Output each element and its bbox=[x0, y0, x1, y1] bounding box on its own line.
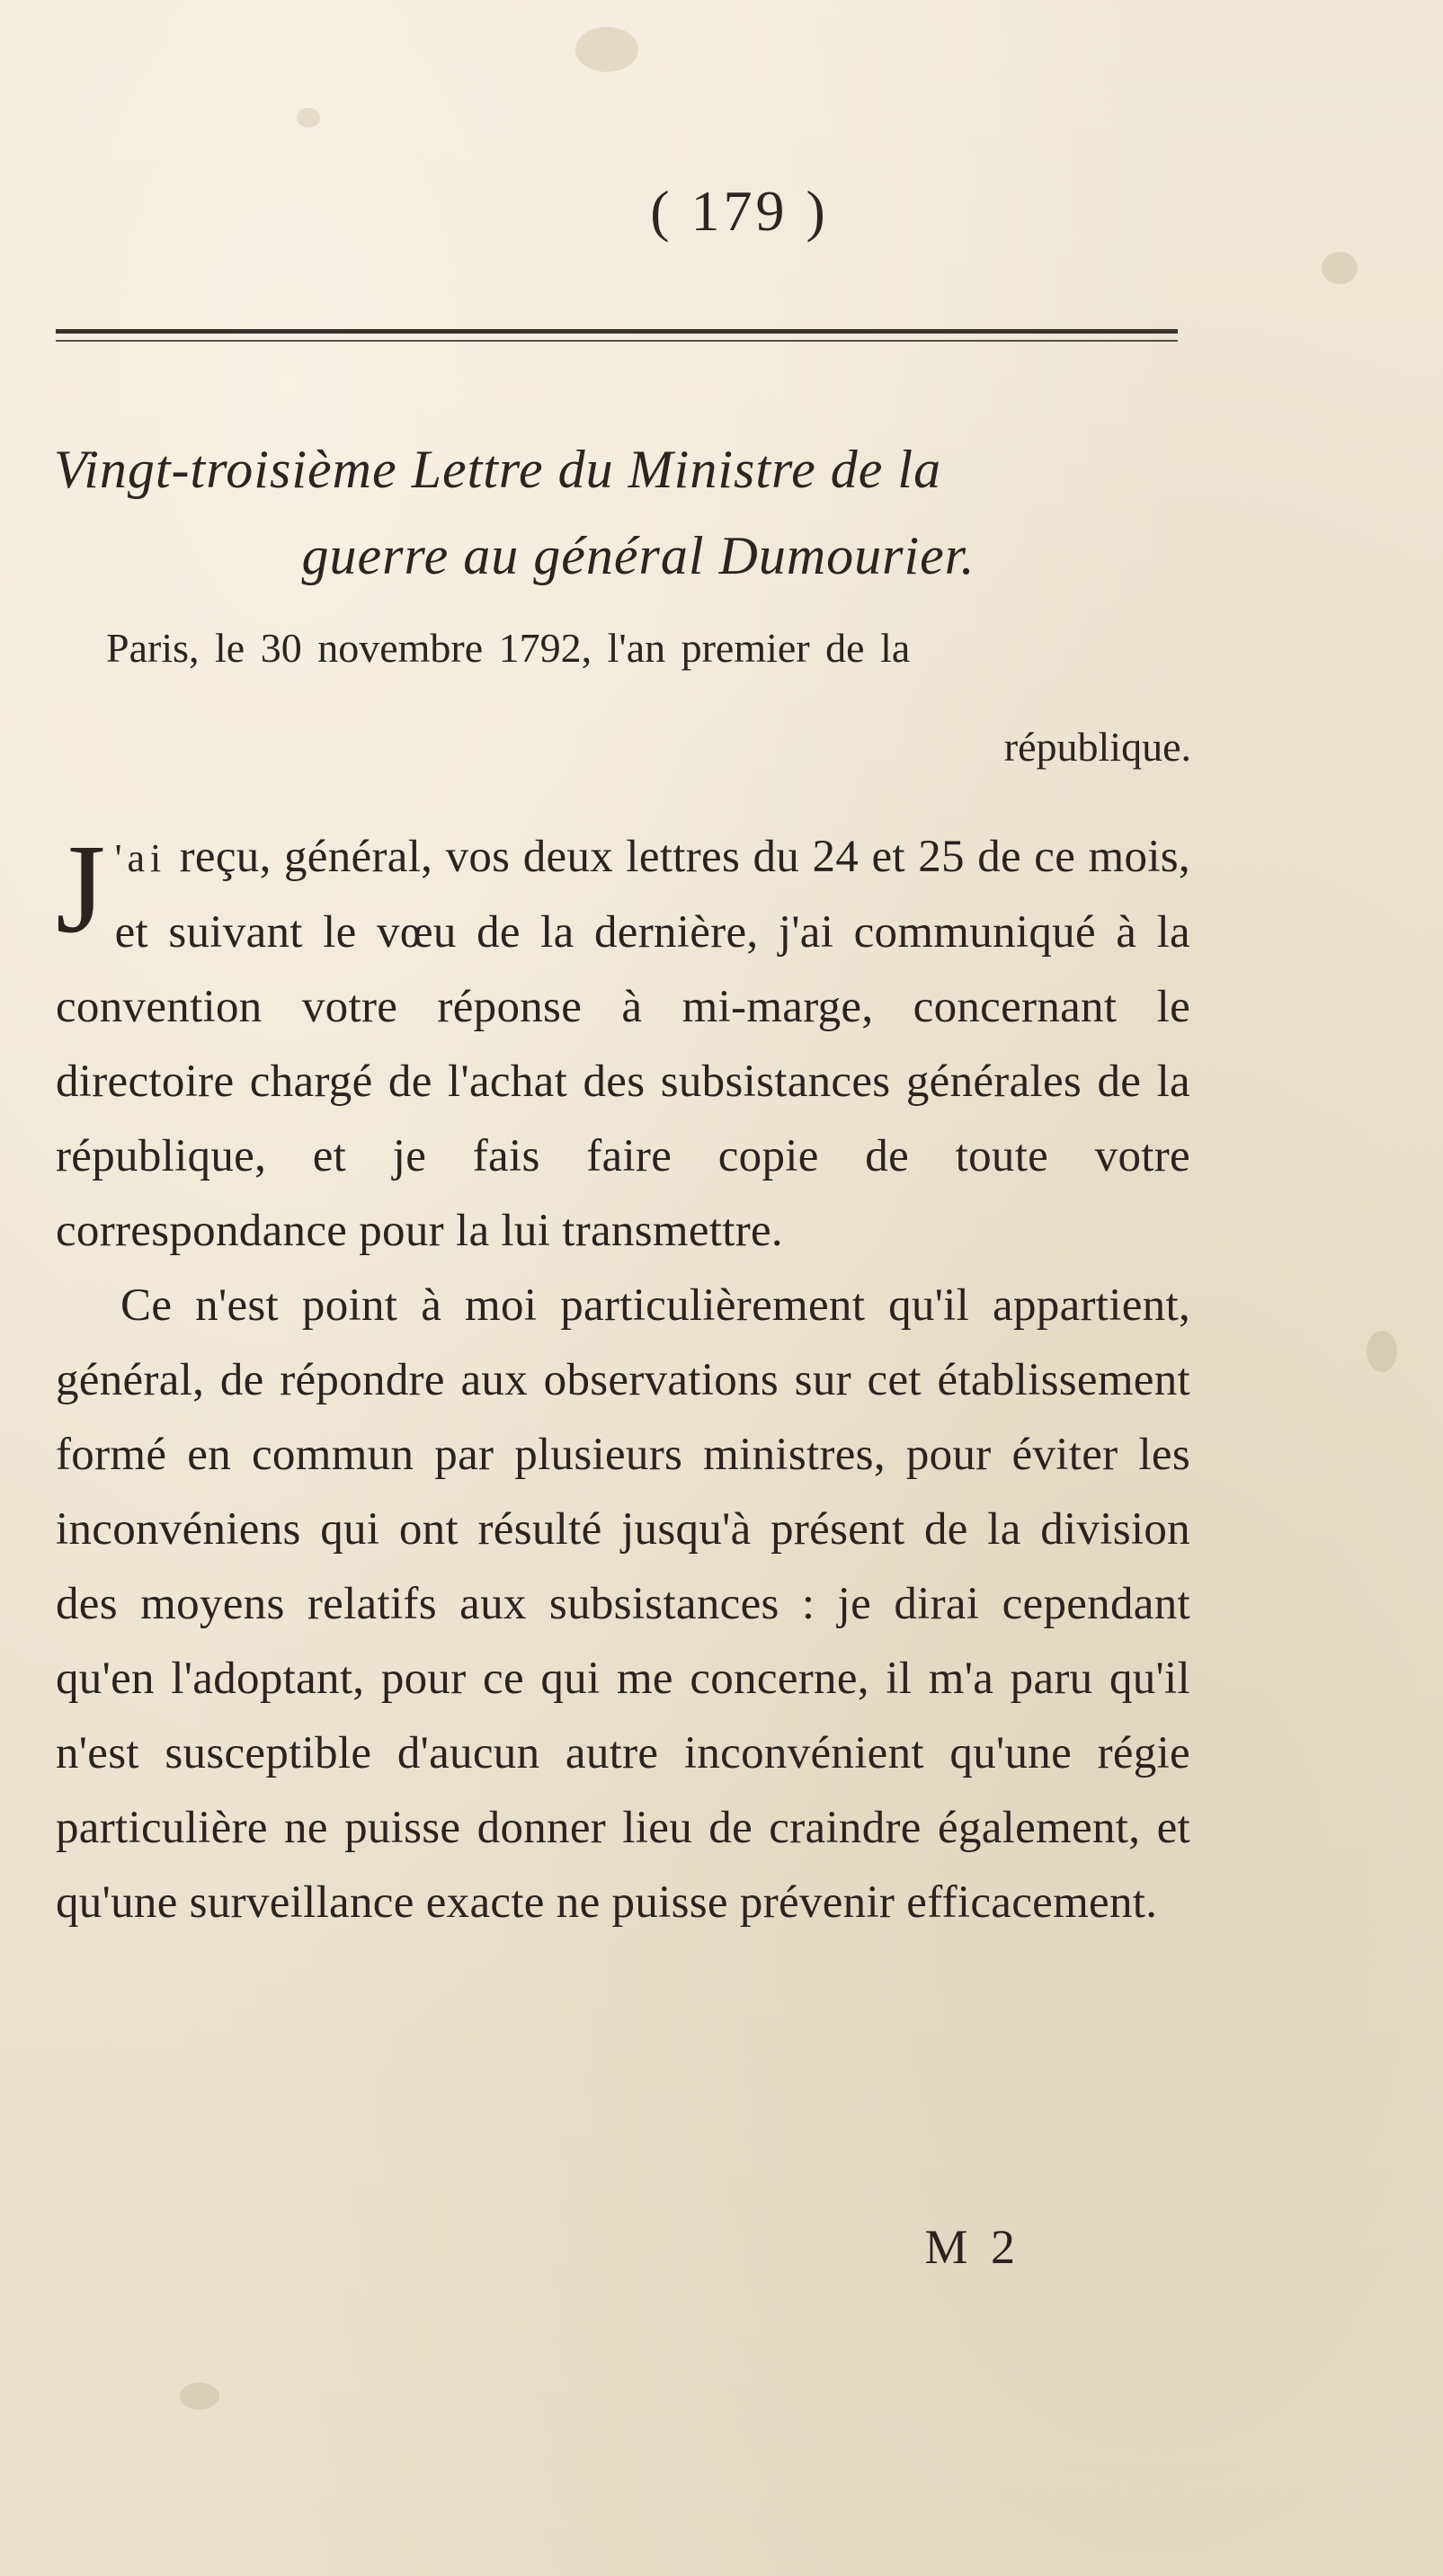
drop-cap: J bbox=[56, 817, 106, 959]
header-rule bbox=[56, 329, 1178, 334]
letter-heading-line1: Vingt-troisième Lettre du Ministre de la bbox=[54, 440, 942, 499]
paragraph-1-text: reçu, général, vos deux lettres du 24 et 25 de ce mois, et suivant le vœu de la dernière, j'ai communiqué à la convention votre réponse à mi-marge, concernant le directoire chargé de l'achat des subsistances générales de la république, et je fais faire copie de toute votre correspondance pour la lui transmettre. bbox=[56, 832, 1190, 1256]
signature-mark: M 2 bbox=[924, 2220, 1020, 2274]
opening-smallcaps: 'ai bbox=[114, 836, 167, 880]
letter-heading-line2: guerre au général Dumourier. bbox=[301, 526, 975, 585]
letter-body bbox=[56, 817, 1190, 1940]
dateline-continuation: république. bbox=[1003, 724, 1191, 770]
header-rule-thin bbox=[56, 340, 1178, 342]
paragraph-2: Ce n'est point à moi particulièrement qu'il appartient, général, de répondre aux observations sur cet établissement formé en commun par plusieurs ministres, pour éviter les inconvéniens qui ont résulté jusqu'à présent de la division des moyens relatifs aux subsistances : je dirai cependant qu'en l'adoptant, pour ce qui me concerne, il m'a paru qu'il n'est susceptible d'aucun autre inconvénient qu'une régie particulière ne puisse donner lieu de craindre également, et qu'une surveillance exacte ne puisse prévenir efficacement. bbox=[56, 1280, 1190, 1928]
page-number: ( 179 ) bbox=[650, 179, 829, 243]
dateline: Paris, le 30 novembre 1792, l'an premier de la bbox=[106, 625, 911, 671]
paragraph-1 bbox=[56, 817, 1190, 1269]
